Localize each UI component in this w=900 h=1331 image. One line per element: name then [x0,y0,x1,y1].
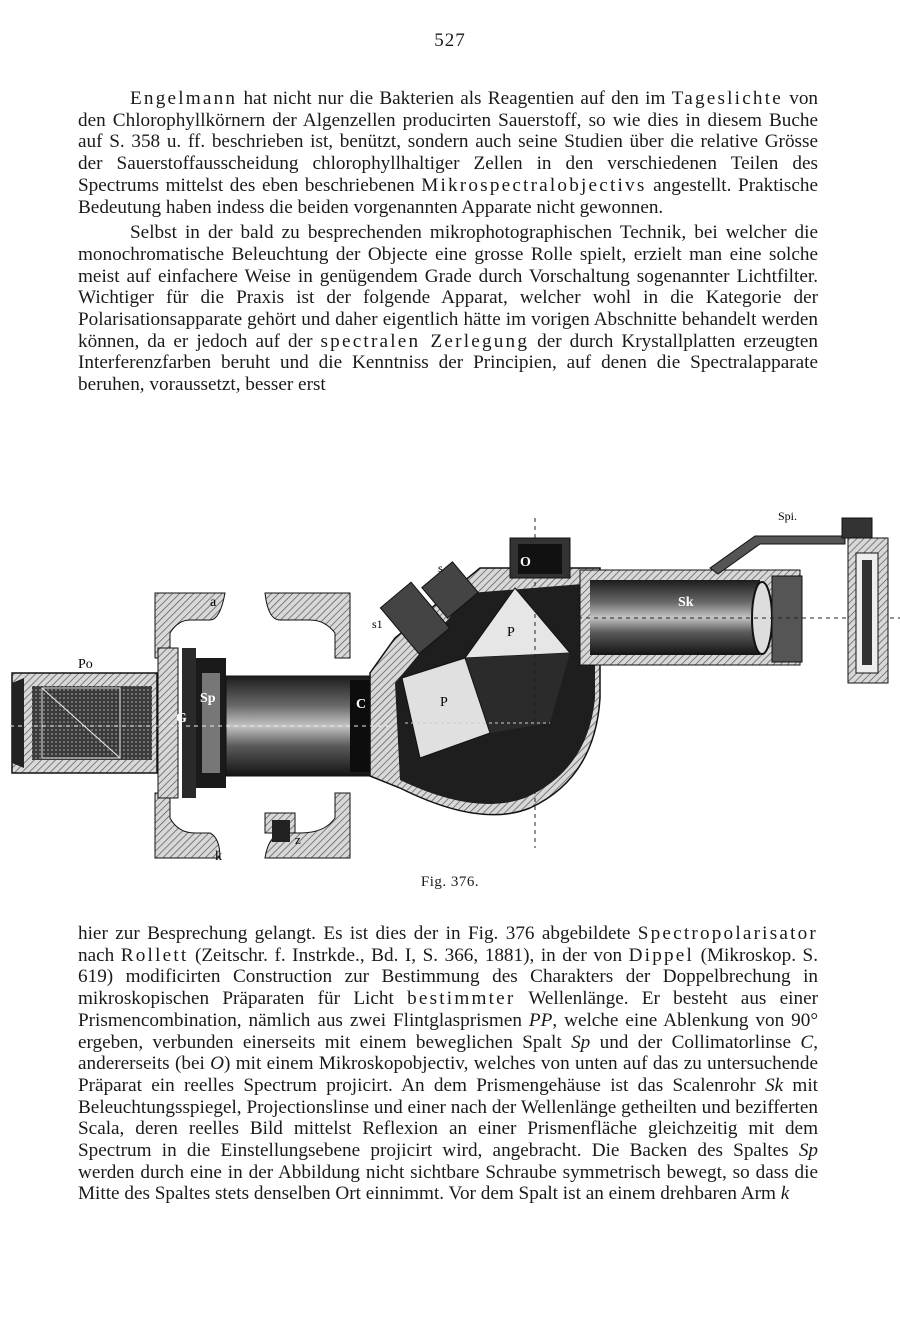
label-s1: s1 [372,617,383,631]
italic-symbol: Sp [798,1140,818,1162]
text-run: (Zeitschr. f. Instrkde., Bd. I, S. 366, 1881), in der von [188,944,629,966]
label-a: a [210,595,217,610]
spaced-name: Dippel [628,944,695,966]
label-p-upper: P [507,625,515,640]
spaced-name: bestimmter [407,988,516,1010]
text-run: der durch Krystallplatten erzeugten Interferenzfarben beruht und die Kenntniss der Principien, auf denen die Spectralapparate beruhen, voraussetzt, besser erst [78,330,818,396]
italic-symbol: PP [528,1009,553,1031]
label-o: O [520,555,531,570]
text-run: Selbst in der bald zu besprechenden mikrophotographischen Technik, bei welcher die monochromatische Beleuchtung der Objecte eine grosse Rolle spielt, erzielt man eine solche meist auf einfachere Weise in genügendem Grade durch Vorschaltung sogenannter Lichtfilter. Wichtiger für die Praxis ist der folgende Apparat, welcher wohl in die Kategorie der Polarisationsapparate gehört und daher eigentlich hätte im vorigen Abschnitte behandelt werden können, da er jedoch auf der [78,222,818,352]
paragraph [78,88,818,218]
polarizer-tube [12,673,157,773]
paragraph [78,923,818,1205]
label-sk: Sk [678,595,694,610]
figure-caption: Fig. 376. [420,874,480,890]
label-spi: Spi. [778,509,798,523]
paragraph [78,222,818,396]
text-run: , andererseits (bei [78,1031,818,1075]
text-run: , welche eine Ablenkung von 90° ergeben, verbunden einerseits mit einem beweglichen Spalt [78,1009,818,1053]
text-run: mit Beleuchtungsspiegel, Projectionslinse und einer nach der Wellenlänge getheilten und bezifferten Scala, deren reelles Bild mittelst Reflexion an einer Prismenfläche gleichzeitig mit dem Spectrum in die Einstellungsebene projicirt wird, angebracht. Die Backen des Spaltes [78,1074,818,1162]
prism-housing [370,518,600,848]
italic-symbol: Sk [764,1074,784,1096]
label-s: s [438,561,443,575]
label-sp: Sp [200,691,216,706]
label-po: Po [78,657,93,672]
italic-symbol: k [780,1183,790,1205]
italic-symbol: Sp [571,1031,591,1053]
text-run: von den Chlorophyllkörnern der Algenzellen producirten Sauerstoff, so wie dies in diesem Buche auf S. 358 u. ff. beschrieben ist, benützt, sondern auch seine Studien über die relative Grösse der Sauerstoffausscheidung chlorophyllhaltiger Zellen in den verschiedenen Teilen des Spectrums mittelst des eben beschriebenen [78,88,819,196]
text-run: hat nicht nur die Bakterien als Reagentien auf den im [237,88,672,109]
spaced-name: Mikrospectralobjectivs [421,174,647,196]
label-p-lower: P [440,695,448,710]
text-run: Wellenlänge. Er besteht aus einer Prismencombination, nämlich aus zwei Flintglasprismen [78,988,818,1031]
spaced-name: Spectropolarisator [637,923,818,944]
italic-symbol: C [800,1031,814,1053]
spaced-name: Tageslichte [671,88,783,109]
body-text-bottom [78,923,818,1205]
text-run: hier zur Besprechung gelangt. Es ist dies der in Fig. 376 abgebildete [78,923,638,944]
text-run: werden durch eine in der Abbildung nicht sichtbare Schraube symmetrisch bewegt, so dass die Mitte des Spaltes stets denselben Ort einnimmt. Vor dem Spalt ist an einem drehbaren Arm [78,1161,818,1205]
body-text-top [78,88,818,396]
label-z: z [295,832,301,847]
italic-symbol: O [210,1053,224,1075]
spaced-name: Rollett [120,944,189,966]
label-c: C [356,697,367,712]
text-run: und der Collimatorlinse [590,1031,801,1053]
text-run: nach [78,944,121,966]
label-g: G [176,711,187,726]
text-run: ) mit einem Mikroskopobjectiv, welches von unten auf das zu untersuchende Präparat ein reelles Spectrum projicirt. An dem Prismengehäuse ist das Scalenrohr [78,1053,818,1096]
spaced-name: spectralen Zerlegung [320,330,530,352]
text-run: angestellt. Praktische Bedeutung haben indess die beiden vorgenannten Apparate nicht gewonnen. [78,174,818,218]
text-run: (Mikroskop. S. 619) modificirten Construction zur Bestimmung des Charakters der Doppelbrechung in mikroskopischen Präparaten für Licht [78,944,818,1010]
page-number: 527 [434,30,466,51]
label-k: k [215,849,222,864]
spectropolarisator-figure [10,508,900,873]
spaced-name: Engelmann [130,88,238,109]
